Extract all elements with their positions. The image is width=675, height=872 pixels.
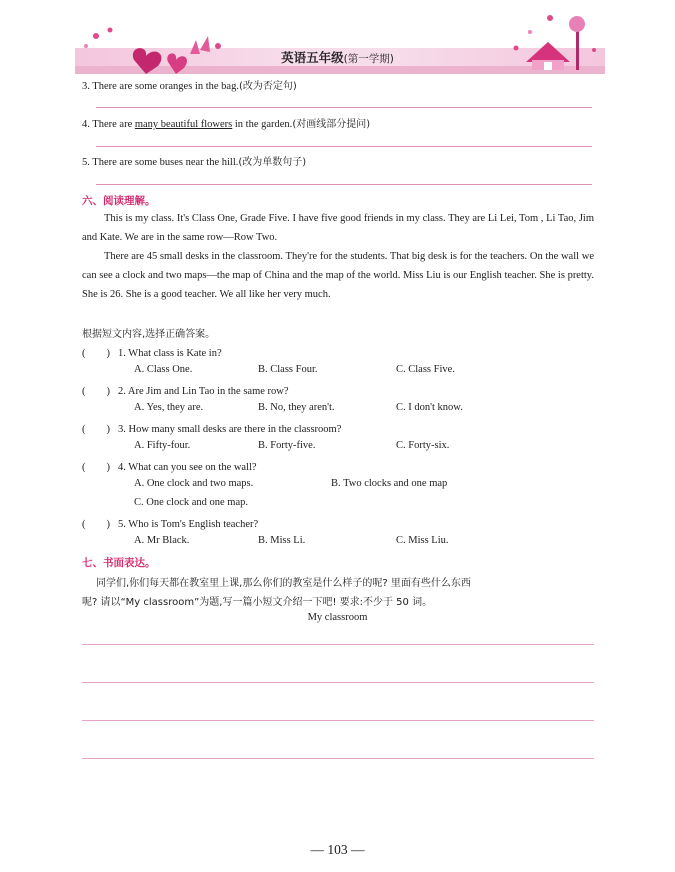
option-b: B. Forty-five. bbox=[258, 440, 316, 451]
option-c: C. I don't know. bbox=[396, 402, 463, 413]
answer-blank[interactable]: ( ) bbox=[82, 519, 110, 530]
question-3: ( ) 3. How many small desks are there in the classroom? bbox=[82, 421, 341, 436]
rewrite-item-5: 5. There are some buses near the hill.(改为单数句子) bbox=[82, 157, 307, 168]
writing-prompt-line-2: 呢? 请以“My classroom”为题,写一篇小短文介绍一下吧! 要求:不少于 50 词。 bbox=[82, 597, 433, 608]
option-a: A. One clock and two maps. bbox=[134, 478, 254, 489]
option-a: A. Yes, they are. bbox=[134, 402, 204, 413]
writing-prompt-line-1: 同学们,你们每天都在教室里上课,那么你们的教室是什么样子的呢? 里面有些什么东西 bbox=[96, 578, 471, 589]
question-1: ( ) 1. What class is Kate in? bbox=[82, 345, 222, 360]
writing-line[interactable] bbox=[82, 720, 594, 721]
page-number: — 103 — bbox=[310, 842, 365, 857]
option-a: A. Class One. bbox=[134, 364, 193, 375]
rewrite-item-3: 3. There are some oranges in the bag.(改为否定句) bbox=[82, 81, 297, 92]
option-b: B. Miss Li. bbox=[258, 535, 306, 546]
question-2: ( ) 2. Are Jim and Lin Tao in the same row? bbox=[82, 383, 289, 398]
question-5: ( ) 5. Who is Tom's English teacher? bbox=[82, 516, 258, 531]
option-c: C. Class Five. bbox=[396, 364, 455, 375]
answer-line[interactable] bbox=[96, 146, 592, 147]
answer-blank[interactable]: ( ) bbox=[82, 386, 110, 397]
reading-instruction: 根据短文内容,选择正确答案。 bbox=[82, 329, 216, 340]
rewrite-item-4: 4. There are many beautiful flowers in the garden.(对画线部分提问) bbox=[82, 119, 371, 130]
section-6-title: 六、阅读理解。 bbox=[82, 195, 156, 207]
writing-line[interactable] bbox=[82, 644, 594, 645]
option-b: B. Class Four. bbox=[258, 364, 318, 375]
option-c: C. One clock and one map. bbox=[134, 497, 249, 508]
answer-blank[interactable]: ( ) bbox=[82, 462, 110, 473]
question-4: ( ) 4. What can you see on the wall? bbox=[82, 459, 257, 474]
option-c: C. Miss Liu. bbox=[396, 535, 449, 546]
essay-title: My classroom bbox=[307, 612, 368, 623]
answer-blank[interactable]: ( ) bbox=[82, 348, 110, 359]
answer-line[interactable] bbox=[96, 107, 592, 108]
reading-passage bbox=[82, 209, 594, 304]
page-header bbox=[0, 0, 675, 80]
option-c: C. Forty-six. bbox=[396, 440, 450, 451]
answer-blank[interactable]: ( ) bbox=[82, 424, 110, 435]
writing-line[interactable] bbox=[82, 682, 594, 683]
option-a: A. Mr Black. bbox=[134, 535, 190, 546]
option-b: B. Two clocks and one map bbox=[331, 478, 448, 489]
passage-paragraph-1: This is my class. It's Class One, Grade Five. I have five good friends in my class. They are Li Lei, Tom , Li Tao, Jim and Kate. We are in the same row—Row Two. bbox=[82, 213, 594, 243]
house-tree-decoration bbox=[504, 10, 604, 76]
page-title: 英语五年级(第一学期) bbox=[281, 50, 394, 65]
writing-line[interactable] bbox=[82, 758, 594, 759]
section-7-title: 七、书面表达。 bbox=[82, 557, 156, 569]
option-b: B. No, they aren't. bbox=[258, 402, 335, 413]
passage-paragraph-2: There are 45 small desks in the classroom. They're for the students. That big desk is for the teachers. On the wall we can see a clock and two maps—the map of China and the map of the world. Miss Liu is our English teacher. She is pretty. She is 26. She is a good teacher. We all like her very much. bbox=[82, 251, 594, 300]
option-a: A. Fifty-four. bbox=[134, 440, 191, 451]
answer-line[interactable] bbox=[96, 184, 592, 185]
